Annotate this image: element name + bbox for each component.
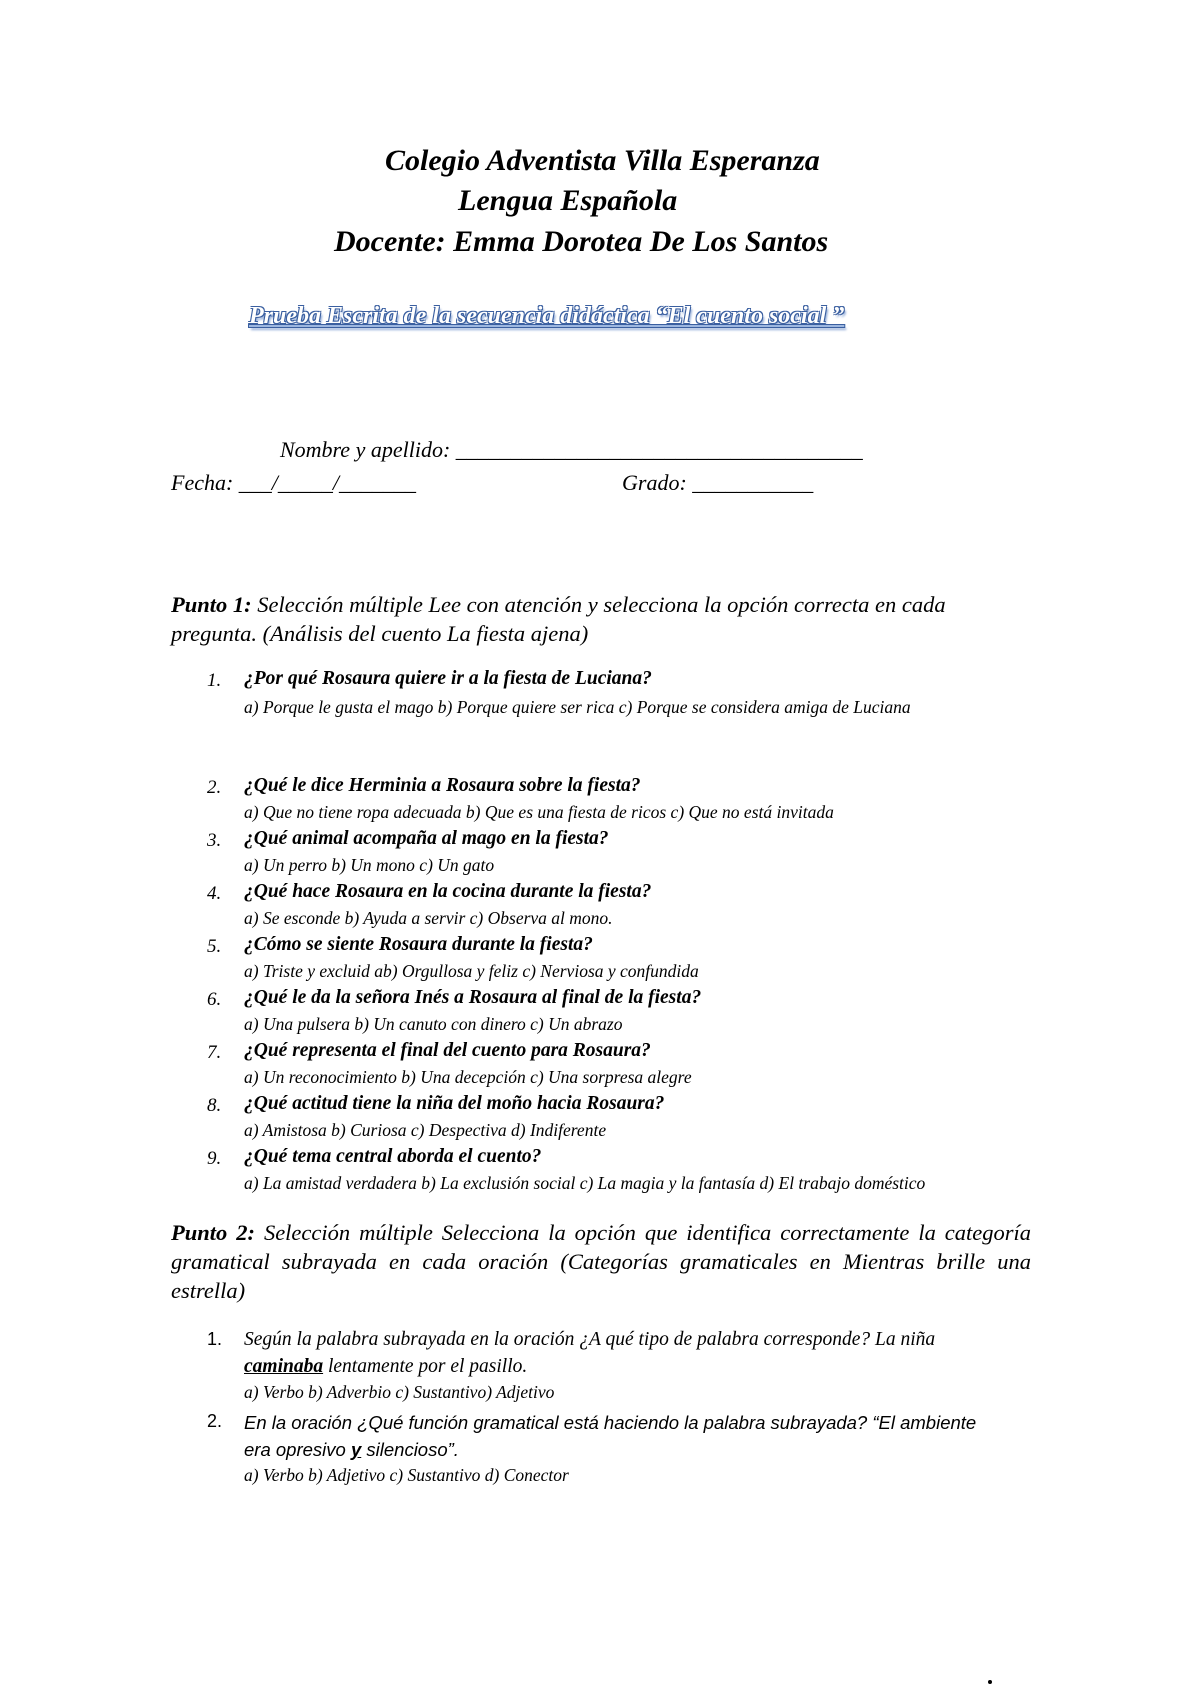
question-options: a) La amistad verdadera b) La exclusión social c) La magia y la fantasía d) El trabajo doméstico (244, 1173, 926, 1193)
question-text: ¿Qué representa el final del cuento para Rosaura? (244, 1040, 651, 1061)
punto1-instructions (171, 590, 1031, 648)
question-options: a) Se esconde b) Ayuda a servir c) Observa al mono. (244, 908, 613, 928)
punto2-label: Punto 2: (171, 1220, 255, 1245)
name-field: Nombre y apellido: _____________________________________ (280, 437, 863, 462)
underlined-word: y (350, 1439, 362, 1460)
question-text-after: lentamente por el pasillo. (323, 1356, 528, 1377)
underlined-word: caminaba (244, 1356, 324, 1377)
question-number: 9. (207, 1148, 222, 1169)
subject-title: Lengua Española (458, 184, 678, 217)
question-text: ¿Qué tema central aborda el cuento? (244, 1146, 542, 1167)
question-options: a) Amistosa b) Curiosa c) Despectiva d) Indiferente (244, 1120, 607, 1140)
question-number: 5. (207, 936, 222, 957)
question-text: ¿Cómo se siente Rosaura durante la fiesta? (244, 934, 593, 955)
punto2-instructions (171, 1218, 1031, 1305)
question-options: a) Que no tiene ropa adecuada b) Que es una fiesta de ricos c) Que no está invitada (244, 802, 834, 822)
question-options: a) Un perro b) Un mono c) Un gato (244, 855, 495, 875)
grade-field: Grado: ___________ (622, 470, 814, 495)
question-text (244, 1326, 984, 1380)
question-options: a) Un reconocimiento b) Una decepción c) Una sorpresa alegre (244, 1067, 692, 1087)
date-field: Fecha: ___/_____/_______ (171, 470, 417, 495)
question-text-before: Según la palabra subrayada en la oración ¿A qué tipo de palabra corresponde? La niña (244, 1329, 936, 1350)
question-options: a) Verbo b) Adjetivo c) Sustantivo d) Conector (244, 1465, 569, 1485)
question-number: 6. (207, 989, 222, 1010)
question-number: 2. (207, 1411, 223, 1431)
question-text: ¿Qué le da la señora Inés a Rosaura al final de la fiesta? (244, 987, 702, 1008)
question-text-after: silencioso”. (361, 1439, 459, 1460)
question-number: 3. (207, 830, 222, 851)
question-text: ¿Por qué Rosaura quiere ir a la fiesta de Luciana? (244, 668, 652, 689)
question-text: ¿Qué actitud tiene la niña del moño hacia Rosaura? (244, 1093, 665, 1114)
question-number: 1. (207, 670, 222, 691)
question-number: 4. (207, 883, 222, 904)
question-text: ¿Qué le dice Herminia a Rosaura sobre la fiesta? (244, 775, 641, 796)
punto2-text: Selección múltiple Selecciona la opción que identifica correctamente la categoría gramatical subrayada en cada oración (Categorías gramaticales en Mientras brille una estrella) (171, 1220, 1032, 1303)
question-options: a) Verbo b) Adverbio c) Sustantivo) Adjetivo (244, 1382, 555, 1402)
question-text-before: En la oración ¿Qué función gramatical está haciendo la palabra subrayada? “El ambiente era opresivo (244, 1412, 977, 1460)
teacher-name: Docente: Emma Dorotea De Los Santos (334, 225, 829, 258)
question-number: 7. (207, 1042, 222, 1063)
question-text (244, 1409, 984, 1463)
school-name: Colegio Adventista Villa Esperanza (385, 144, 820, 177)
question-number: 1. (207, 1329, 223, 1349)
question-text: ¿Qué animal acompaña al mago en la fiesta? (244, 828, 609, 849)
punto1-text: Selección múltiple Lee con atención y selecciona la opción correcta en cada pregunta. (Análisis del cuento La fiesta ajena) (171, 592, 946, 646)
question-number: 8. (207, 1095, 222, 1116)
question-number: 2. (207, 777, 222, 798)
question-options: a) Porque le gusta el mago b) Porque quiere ser rica c) Porque se considera amiga de Luciana (244, 697, 911, 717)
punto1-label: Punto 1: (171, 592, 252, 617)
exam-subtitle: Prueba Escrita de la secuencia didáctica “El cuento social ” (249, 303, 845, 329)
question-options: a) Triste y excluid ab) Orgullosa y feliz c) Nerviosa y confundida (244, 961, 699, 981)
question-options: a) Una pulsera b) Un canuto con dinero c) Un abrazo (244, 1014, 623, 1034)
question-text: ¿Qué hace Rosaura en la cocina durante la fiesta? (244, 881, 652, 902)
page-dot (988, 1680, 992, 1684)
